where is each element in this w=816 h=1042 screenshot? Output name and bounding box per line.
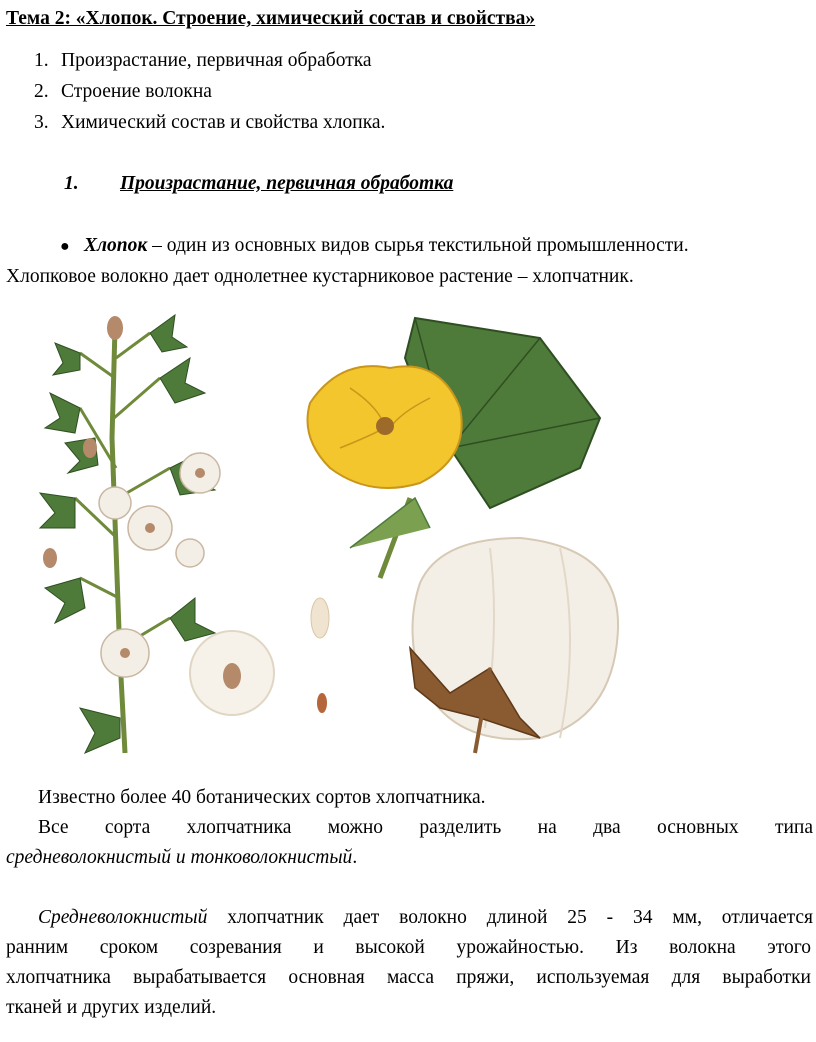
outline-text: Химический состав и свойства хлопка. (61, 112, 386, 133)
paragraph-medium-line2: ранним сроком созревания и высокой урожайностью. Из волокна этого (6, 937, 811, 958)
outline-number: 3. (34, 112, 49, 133)
types-end: . (352, 847, 358, 868)
paragraph-types-line1: Все сорта хлопчатника можно разделить на два основных типа (38, 817, 813, 838)
bullet-term: Хлопок (84, 235, 148, 256)
page-title: Тема 2: «Хлопок. Строение, химический состав и свойства» (6, 8, 536, 29)
bullet-paragraph (60, 235, 689, 257)
cotton-seed-drawing (190, 598, 329, 715)
section-number: 1. (64, 173, 79, 194)
medium-italic: Средневолокнистый (38, 907, 208, 928)
section-heading (64, 173, 453, 195)
cotton-boll-drawing (410, 538, 618, 753)
outline-item (34, 112, 385, 134)
paragraph-medium-line1 (38, 907, 813, 929)
bullet-icon: ● (60, 238, 70, 255)
outline-number: 2. (34, 81, 49, 102)
paragraph-types-line2 (6, 847, 357, 869)
types-italic: средневолокнистый и тонковолокнистый (6, 847, 353, 868)
paragraph-medium-line3: хлопчатника вырабатывается основная масса пряжи, используемая для выработки (6, 967, 811, 988)
medium-line1-rest: хлопчатник дает волокно длиной 25 - 34 мм, отличается (207, 907, 813, 928)
paragraph-medium-line4: тканей и других изделий. (6, 997, 217, 1018)
bullet-continuation: Хлопковое волокно дает однолетнее кустарниковое растение – хлопчатник. (6, 266, 634, 287)
outline-text: Произрастание, первичная обработка (61, 50, 372, 71)
section-title: Произрастание, первичная обработка (120, 173, 454, 194)
outline-number: 1. (34, 50, 49, 71)
bullet-text: – один из основных видов сырья текстильной промышленности. (147, 235, 689, 256)
cotton-flower-drawing (308, 318, 601, 578)
cotton-plant-illustration (20, 298, 630, 758)
outline-item (34, 50, 372, 72)
outline-item (34, 81, 212, 103)
paragraph-sorts: Известно более 40 ботанических сортов хлопчатника. (38, 787, 486, 808)
outline-text: Строение волокна (61, 81, 212, 102)
